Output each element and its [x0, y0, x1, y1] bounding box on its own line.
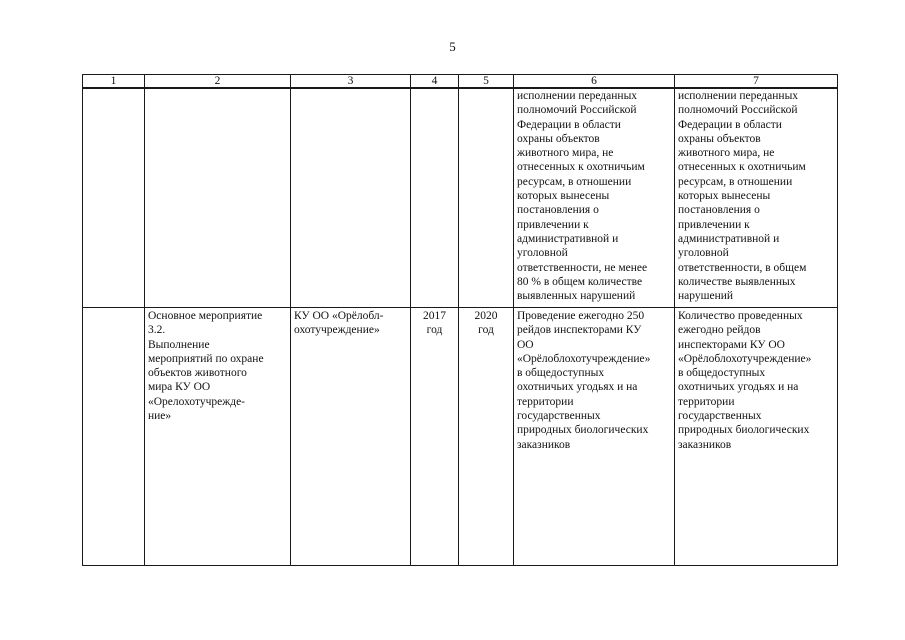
page-number: 5 — [449, 39, 456, 54]
cell-measure-name — [145, 88, 291, 308]
cell-executor: КУ ОО «Орёлобл- охотучреждение» — [291, 308, 411, 566]
column-header-3: 3 — [291, 75, 411, 89]
cell-measure-name: Основное мероприятие 3.2. Выполнение мероприятий по охране объектов животного мира КУ ОО «Орелохотучрежде- ние» — [145, 308, 291, 566]
cell-end-year: 2020 год — [459, 308, 514, 566]
table-header-row — [83, 75, 838, 89]
cell-start-year — [411, 88, 459, 308]
cell-expected-result: Проведение ежегодно 250 рейдов инспекторами КУ ОО «Орёлоблохотучреждение» в общедоступных охотничьих угодьях и на территории государственных природных биологических заказников — [514, 308, 675, 566]
measures-table — [82, 74, 838, 566]
cell-start-year: 2017 год — [411, 308, 459, 566]
column-header-7: 7 — [675, 75, 838, 89]
cell-indicator: исполнении переданных полномочий Российской Федерации в области охраны объектов животного мира, не отнесенных к охотничьим ресурсам, в отношении которых вынесены постановления о привлечении к административной и уголовной ответственности, в общем количестве выявленных нарушений — [675, 88, 838, 308]
cell-number — [83, 308, 145, 566]
table-row — [83, 308, 838, 566]
column-header-2: 2 — [145, 75, 291, 89]
column-header-1: 1 — [83, 75, 145, 89]
cell-indicator: Количество проведенных ежегодно рейдов инспекторами КУ ОО «Орёлоблохотучреждение» в общедоступных охотничьих угодьях и на территории государственных природных биологических заказников — [675, 308, 838, 566]
cell-number — [83, 88, 145, 308]
cell-executor — [291, 88, 411, 308]
column-header-5: 5 — [459, 75, 514, 89]
column-header-6: 6 — [514, 75, 675, 89]
cell-expected-result: исполнении переданных полномочий Российской Федерации в области охраны объектов животного мира, не отнесенных к охотничьим ресурсам, в отношении которых вынесены постановления о привлечении к административной и уголовной ответственности, не менее 80 % в общем количестве выявленных нарушений — [514, 88, 675, 308]
column-header-4: 4 — [411, 75, 459, 89]
table-row — [83, 88, 838, 308]
cell-end-year — [459, 88, 514, 308]
